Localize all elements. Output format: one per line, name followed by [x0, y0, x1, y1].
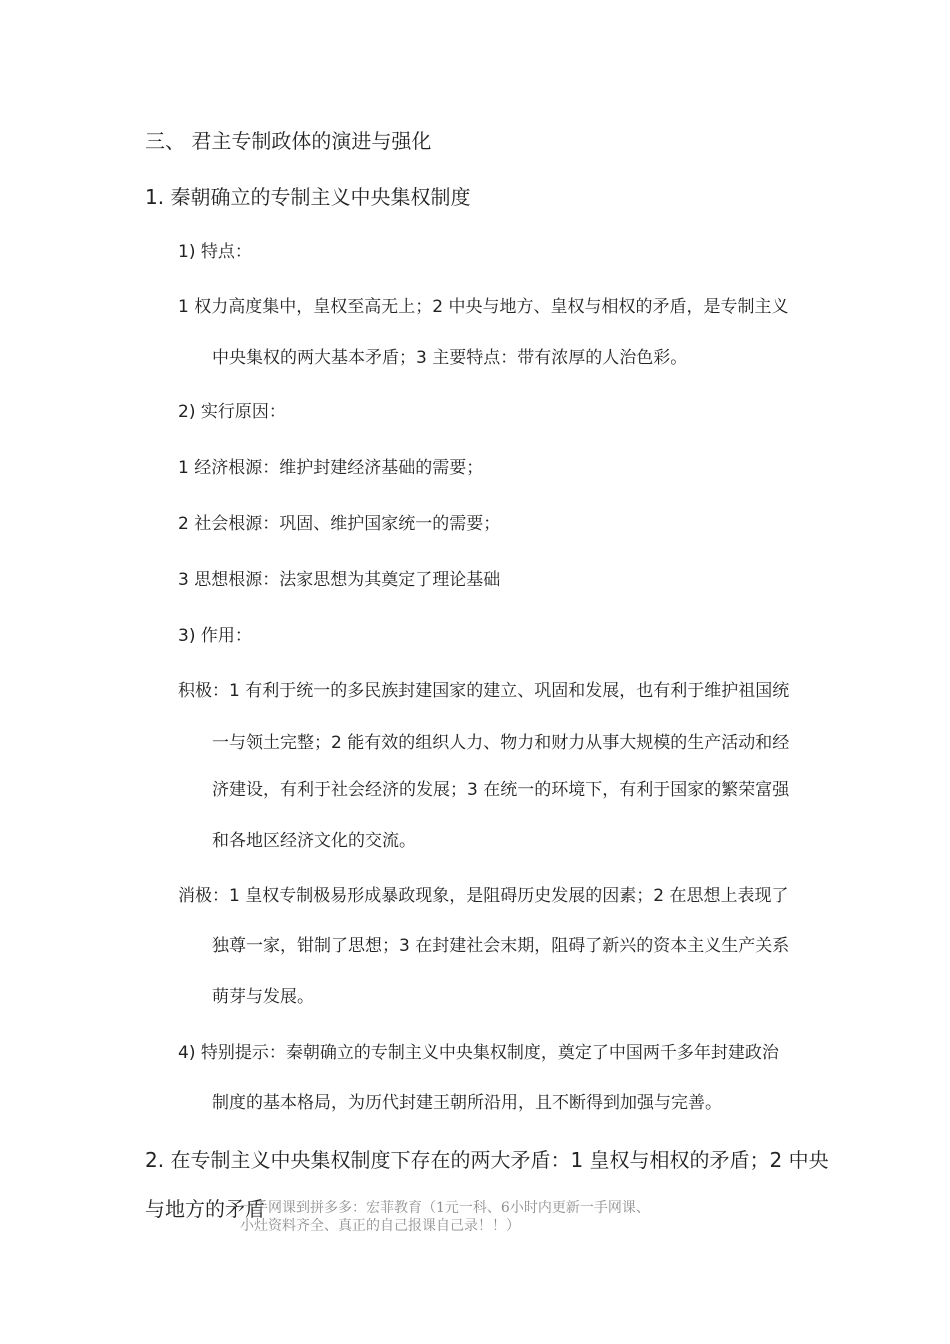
list-item: 3 思想根源：法家思想为其奠定了理论基础: [178, 570, 501, 590]
heading-2-continued: 与地方的矛盾: [145, 1197, 265, 1221]
paragraph-line: 萌芽与发展。: [212, 987, 314, 1007]
watermark-text: [240, 1199, 650, 1235]
paragraph-line: 1 权力高度集中，皇权至高无上；2 中央与地方、皇权与相权的矛盾，是专制主义: [178, 297, 789, 317]
paragraph-line: 一与领土完整；2 能有效的组织人力、物力和财力从事大规模的生产活动和经: [212, 733, 790, 753]
heading-1: 1. 秦朝确立的专制主义中央集权制度: [145, 185, 471, 209]
paragraph-line: 4) 特别提示：秦朝确立的专制主义中央集权制度，奠定了中国两千多年封建政治: [178, 1043, 779, 1063]
subheading-reasons: 2) 实行原因：: [178, 402, 286, 422]
list-item: 2 社会根源：巩固、维护国家统一的需要；: [178, 514, 501, 534]
paragraph-line: 积极：1 有利于统一的多民族封建国家的建立、巩固和发展，也有利于维护祖国统: [178, 681, 790, 701]
subheading-features: 1) 特点：: [178, 242, 252, 262]
paragraph-line: 独尊一家，钳制了思想；3 在封建社会末期，阻碍了新兴的资本主义生产关系: [212, 936, 790, 956]
list-item: 1 经济根源：维护封建经济基础的需要；: [178, 458, 484, 478]
paragraph-line: 中央集权的两大基本矛盾；3 主要特点：带有浓厚的人治色彩。: [212, 348, 688, 368]
watermark-line: 一手网课到拼多多：宏菲教育（1元一科、6小时内更新一手网课、: [240, 1200, 650, 1216]
subheading-effects: 3) 作用：: [178, 626, 252, 646]
paragraph-line: 济建设，有利于社会经济的发展；3 在统一的环境下，有利于国家的繁荣富强: [212, 780, 790, 800]
section-heading: 三、 君主专制政体的演进与强化: [145, 129, 432, 153]
heading-2: 2. 在专制主义中央集权制度下存在的两大矛盾：1 皇权与相权的矛盾；2 中央: [145, 1148, 829, 1172]
paragraph-line: 和各地区经济文化的交流。: [212, 831, 416, 851]
paragraph-line: 制度的基本格局，为历代封建王朝所沿用，且不断得到加强与完善。: [212, 1093, 722, 1113]
paragraph-line: 消极：1 皇权专制极易形成暴政现象，是阻碍历史发展的因素；2 在思想上表现了: [178, 886, 789, 906]
watermark-line: 小灶资料齐全、真正的自己报课自己录！！）: [240, 1218, 520, 1234]
